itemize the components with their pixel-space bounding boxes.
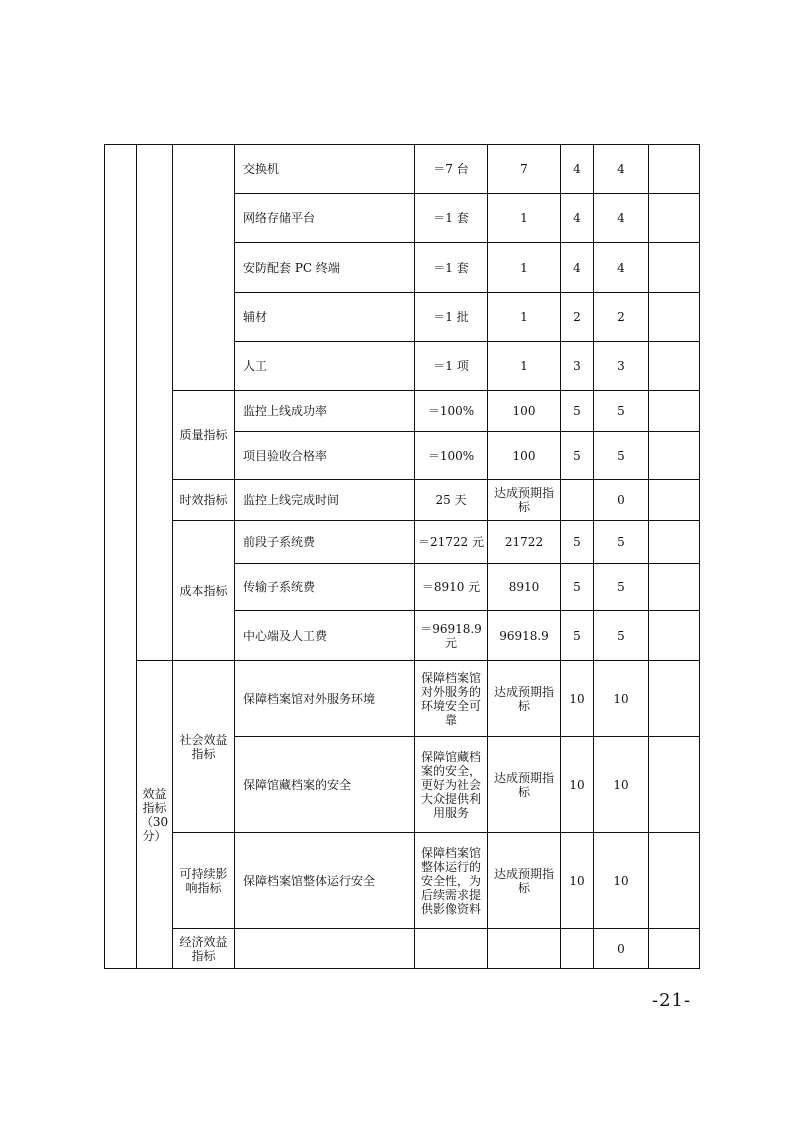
- social-category: 社会效益指标: [173, 661, 235, 833]
- note-cell: [649, 145, 700, 194]
- score-value: 4: [594, 194, 649, 243]
- sustainable-category: 可持续影响指标: [173, 833, 235, 929]
- score-value: 10: [594, 833, 649, 929]
- target-value: ＝100%: [415, 432, 488, 480]
- score-value: 4: [594, 145, 649, 194]
- table-row: [105, 521, 700, 564]
- target-value: [415, 929, 488, 969]
- indicator-name: 交换机: [235, 145, 415, 194]
- weight-value: [561, 480, 594, 521]
- weight-value: 4: [561, 145, 594, 194]
- actual-value: 8910: [488, 564, 561, 611]
- indicator-name: 前段子系统费: [235, 521, 415, 564]
- actual-value: 达成预期指标: [488, 480, 561, 521]
- indicator-name: 保障档案馆整体运行安全: [235, 833, 415, 929]
- note-cell: [649, 243, 700, 293]
- timeliness-category: 时效指标: [173, 480, 235, 521]
- score-value: 4: [594, 243, 649, 293]
- weight-value: [561, 929, 594, 969]
- score-value: 5: [594, 521, 649, 564]
- weight-value: 10: [561, 833, 594, 929]
- table-row: [105, 661, 700, 737]
- target-value: 25 天: [415, 480, 488, 521]
- indicator-name: 辅材: [235, 293, 415, 342]
- indicator-name: [235, 929, 415, 969]
- target-value: 保障档案馆整体运行的安全性，为后续需求提供影像资料: [415, 833, 488, 929]
- target-value: ＝1 套: [415, 243, 488, 293]
- target-value: ＝21722 元: [415, 521, 488, 564]
- score-value: 5: [594, 611, 649, 661]
- table-row: [105, 145, 700, 194]
- indicator-name: 项目验收合格率: [235, 432, 415, 480]
- score-value: 10: [594, 661, 649, 737]
- target-value: 保障档案馆对外服务的环境安全可靠: [415, 661, 488, 737]
- quality-category: 质量指标: [173, 391, 235, 480]
- target-value: 保障馆藏档案的安全，更好为社会大众提供利用服务: [415, 737, 488, 833]
- weight-value: 3: [561, 342, 594, 391]
- indicator-name: 保障档案馆对外服务环境: [235, 661, 415, 737]
- actual-value: 21722: [488, 521, 561, 564]
- note-cell: [649, 564, 700, 611]
- note-cell: [649, 521, 700, 564]
- note-cell: [649, 737, 700, 833]
- note-cell: [649, 833, 700, 929]
- score-value: 0: [594, 480, 649, 521]
- actual-value: 100: [488, 391, 561, 432]
- indicator-name: 网络存储平台: [235, 194, 415, 243]
- indicator-name: 监控上线完成时间: [235, 480, 415, 521]
- weight-value: 5: [561, 611, 594, 661]
- weight-value: 10: [561, 661, 594, 737]
- table-row: [105, 480, 700, 521]
- actual-value: 1: [488, 194, 561, 243]
- weight-value: 4: [561, 194, 594, 243]
- level1-cell: [105, 145, 137, 969]
- target-value: ＝8910 元: [415, 564, 488, 611]
- performance-table: [104, 144, 700, 969]
- weight-value: 2: [561, 293, 594, 342]
- note-cell: [649, 480, 700, 521]
- note-cell: [649, 194, 700, 243]
- weight-value: 5: [561, 432, 594, 480]
- actual-value: 100: [488, 432, 561, 480]
- indicator-name: 保障馆藏档案的安全: [235, 737, 415, 833]
- note-cell: [649, 929, 700, 969]
- benefit-group: 效益指标（30分）: [137, 661, 173, 969]
- score-value: 5: [594, 564, 649, 611]
- actual-value: 1: [488, 243, 561, 293]
- score-value: 2: [594, 293, 649, 342]
- weight-value: 5: [561, 564, 594, 611]
- note-cell: [649, 432, 700, 480]
- actual-value: 7: [488, 145, 561, 194]
- actual-value: 1: [488, 293, 561, 342]
- actual-value: 达成预期指标: [488, 661, 561, 737]
- indicator-name: 安防配套 PC 终端: [235, 243, 415, 293]
- page-number: -21-: [652, 990, 692, 1011]
- indicator-name: 人工: [235, 342, 415, 391]
- actual-value: 96918.9: [488, 611, 561, 661]
- weight-value: 10: [561, 737, 594, 833]
- target-value: ＝1 套: [415, 194, 488, 243]
- score-value: 0: [594, 929, 649, 969]
- weight-value: 5: [561, 521, 594, 564]
- table-row: [105, 391, 700, 432]
- target-value: ＝100%: [415, 391, 488, 432]
- note-cell: [649, 611, 700, 661]
- actual-value: 达成预期指标: [488, 737, 561, 833]
- actual-value: 达成预期指标: [488, 833, 561, 929]
- actual-value: [488, 929, 561, 969]
- actual-value: 1: [488, 342, 561, 391]
- score-value: 3: [594, 342, 649, 391]
- economic-category: 经济效益指标: [173, 929, 235, 969]
- note-cell: [649, 342, 700, 391]
- note-cell: [649, 293, 700, 342]
- target-value: ＝1 项: [415, 342, 488, 391]
- score-value: 5: [594, 432, 649, 480]
- note-cell: [649, 391, 700, 432]
- score-value: 5: [594, 391, 649, 432]
- target-value: ＝1 批: [415, 293, 488, 342]
- note-cell: [649, 661, 700, 737]
- quantity-category-cell: [173, 145, 235, 391]
- target-value: ＝7 台: [415, 145, 488, 194]
- weight-value: 5: [561, 391, 594, 432]
- indicator-name: 监控上线成功率: [235, 391, 415, 432]
- target-value: ＝96918.9 元: [415, 611, 488, 661]
- indicator-name: 中心端及人工费: [235, 611, 415, 661]
- score-value: 10: [594, 737, 649, 833]
- table-row: [105, 929, 700, 969]
- indicator-name: 传输子系统费: [235, 564, 415, 611]
- cost-category: 成本指标: [173, 521, 235, 661]
- weight-value: 4: [561, 243, 594, 293]
- table-row: [105, 833, 700, 929]
- output-group-cell: [137, 145, 173, 661]
